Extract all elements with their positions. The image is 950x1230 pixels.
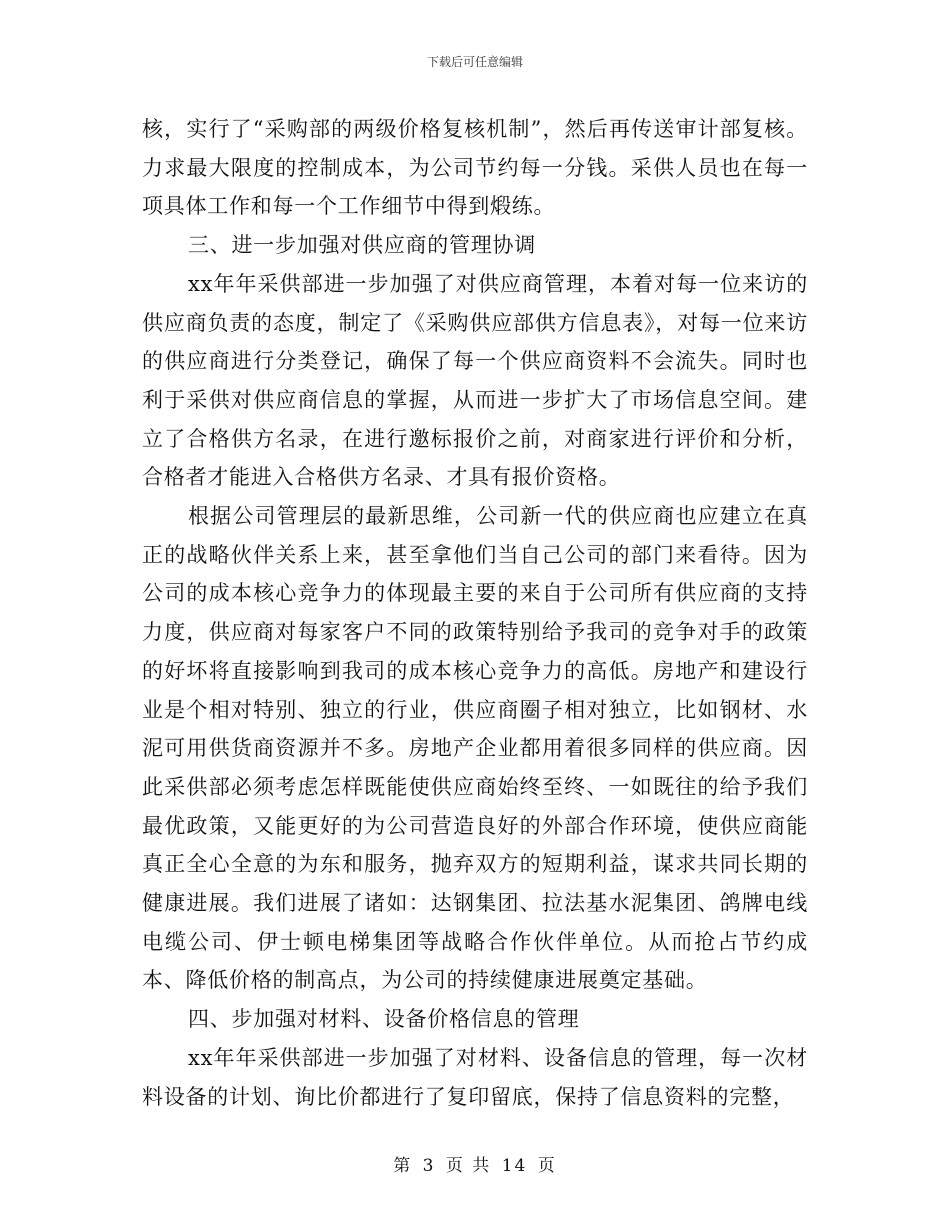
page-header: [0, 55, 950, 69]
footer-prefix: 第: [393, 1156, 413, 1176]
header-note: 下载后可任意编辑: [426, 55, 523, 69]
paragraph-supplier-management: xx年年采供部进一步加强了对供应商管理，本着对每一位来访的供应商负责的态度，制定了《采购供应部供方信息表》，对每一位来访的供应商进行分类登记，确保了每一个供应商资料不会流失。同时也利于采供对供应商信息的掌握，从而进一步扩大了市场信息空间。建立了合格供方名录，在进行邀标报价之前，对商家进行评价和分析，合格者才能进入合格供方名录、才具有报价资格。: [142, 271, 808, 490]
paragraph-price-information: xx年年采供部进一步加强了对材料、设备信息的管理，每一次材料设备的计划、询比价都进行了复印留底，保持了信息资料的完整，: [142, 1045, 808, 1109]
paragraph-continuation: 核，实行了“采购部的两级价格复核机制”，然后再传送审计部复核。力求最大限度的控制成本，为公司节约每一分钱。采供人员也在每一项具体工作和每一个工作细节中得到煅练。: [142, 117, 808, 219]
section-heading-three: 三、进一步加强对供应商的管理协调: [188, 233, 536, 258]
current-page-number: 3: [422, 1156, 436, 1176]
total-page-count: 14: [501, 1156, 528, 1176]
footer-middle: 页 共: [445, 1156, 492, 1176]
section-heading-four: 四、步加强对材料、设备价格信息的管理: [188, 1007, 580, 1032]
paragraph-strategic-partners: 根据公司管理层的最新思维，公司新一代的供应商也应建立在真正的战略伙伴关系上来，甚至拿他们当自己公司的部门来看待。因为公司的成本核心竞争力的体现最主要的来自于公司所有供应商的支持力度，供应商对每家客户不同的政策特别给予我司的竞争对手的政策的好坏将直接影响到我司的成本核心竞争力的高低。房地产和建设行业是个相对特别、独立的行业，供应商圈子相对独立，比如钢材、水泥可用供货商资源并不多。房地产企业都用着很多同样的供应商。因此采供部必须考虑怎样既能使供应商始终至终、一如既往的给予我们最优政策，又能更好的为公司营造良好的外部合作环境，使供应商能真正全心全意的为东和服务，抛弃双方的短期利益，谋求共同长期的健康进展。我们进展了诸如：达钢集团、拉法基水泥集团、鸽牌电线电缆公司、伊士顿电梯集团等战略合作伙伴单位。从而抢占节约成本、降低价格的制高点，为公司的持续健康进展奠定基础。: [142, 504, 808, 993]
document-body: [142, 110, 808, 1116]
page-footer: [0, 1155, 950, 1177]
footer-suffix: 页: [537, 1156, 557, 1176]
